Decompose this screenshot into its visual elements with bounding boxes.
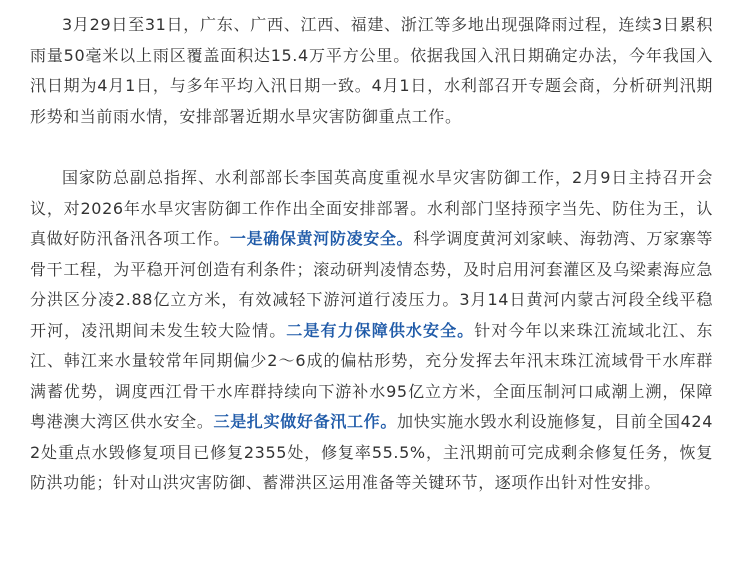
paragraph-flood-season-start: 3月29日至31日，广东、广西、江西、福建、浙江等多地出现强降雨过程，连续3日累积雨量50毫米以上雨区覆盖面积达15.4万平方公里。依据我国入汛日期确定办法，今年我国入汛日期为4月1日，与多年平均入汛日期一致。4月1日，水利部召开专题会商，分析研判汛期形势和当前雨水情，安排部署近期水旱灾害防御重点工作。	[30, 15, 713, 126]
paragraph-intro-text: 国家防总副总指挥、水利部部长李国英高度重视水旱灾害防御工作，2月9日主持召开会议，对2026年水旱灾害防御工作作出全面安排部署。水利部门坚持预字当先、防住为王，认真做好防汛备汛各项工作。	[30, 168, 713, 248]
highlight-point-3: 三是扎实做好备汛工作。	[213, 412, 398, 431]
point-2-text: 针对今年以来珠江流域北江、东江、韩江来水量较常年同期偏少2～6成的偏枯形势，充分发挥去年汛末珠江流域骨干水库群满蓄优势，调度西江骨干水库群持续向下游补水95亿立方米，全面压制河口咸潮上溯，保障粤港澳大湾区供水安全。	[30, 320, 713, 431]
highlight-point-1: 一是确保黄河防凌安全。	[229, 229, 414, 248]
point-1-text: 科学调度黄河刘家峡、海勃湾、万家寨等骨干工程，为平稳开河创造有利条件；滚动研判凌情态势，及时启用河套灌区及乌梁素海应急分洪区分凌2.88亿立方米，有效减轻下游河道行凌压力。3月14日黄河内蒙古河段全线平稳开河，凌汛期间未发生较大险情。	[30, 229, 713, 340]
highlight-point-2: 二是有力保障供水安全。	[286, 320, 475, 340]
point-3-text: 加快实施水毁水利设施修复，目前全国4242处重点水毁修复项目已修复2355处，修复率55.5%，主汛期前可完成剩余修复任务，恢复防洪功能；针对山洪灾害防御、蓄滞洪区运用准备等关键环节，逐项作出针对性安排。	[30, 412, 713, 492]
article-body	[30, 0, 713, 499]
paragraph-disaster-prevention	[30, 163, 713, 499]
